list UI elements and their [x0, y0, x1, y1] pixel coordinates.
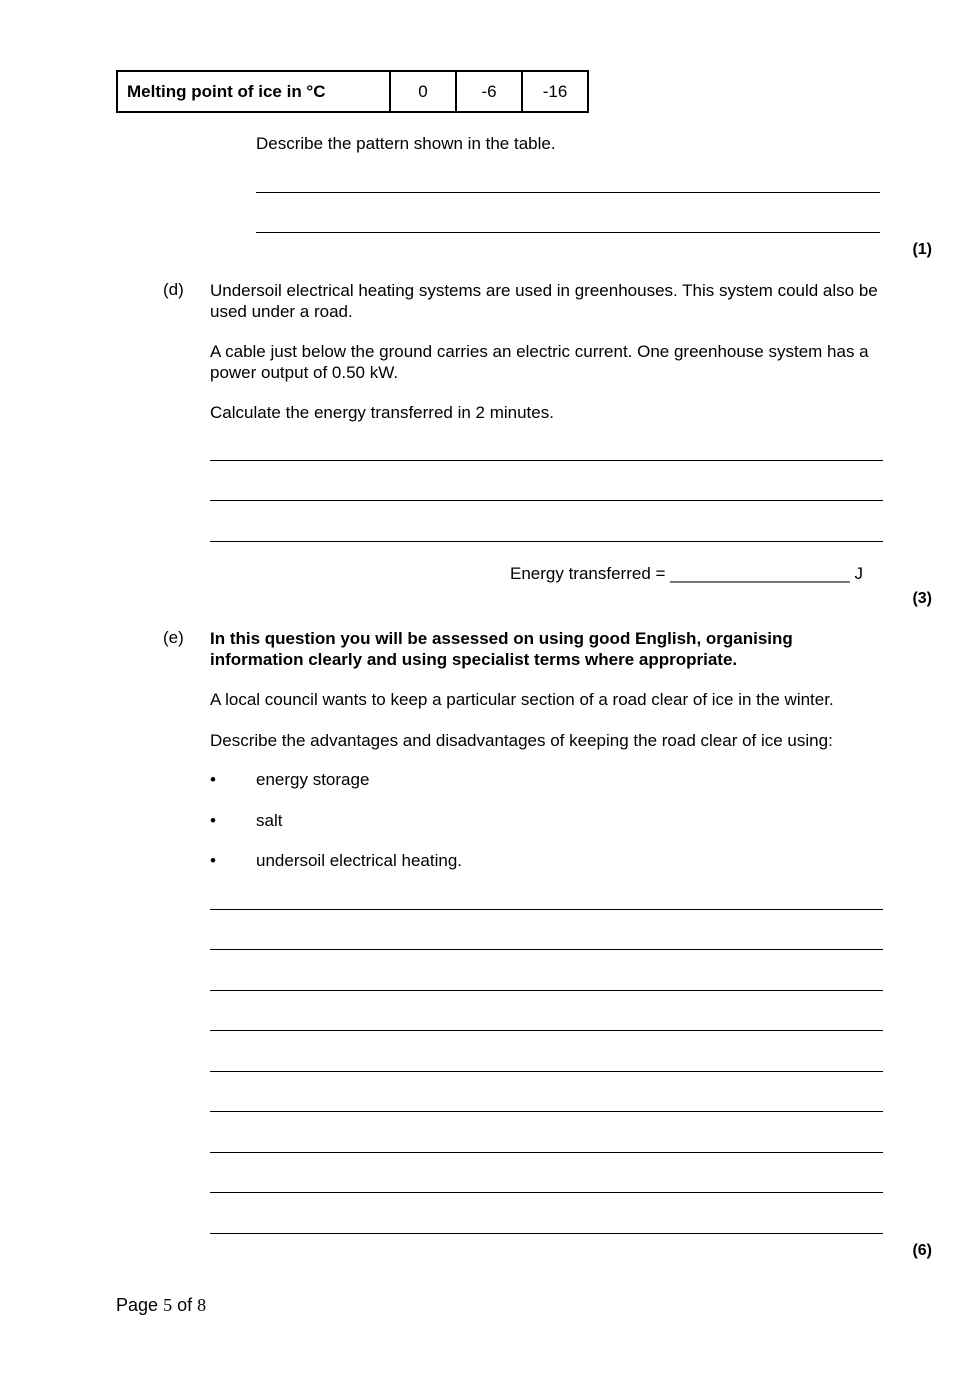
answer-line[interactable]	[210, 500, 883, 501]
footer-page-word: Page	[116, 1295, 159, 1315]
bullet-icon: •	[210, 851, 216, 870]
answer-line[interactable]	[210, 909, 883, 910]
part-d-para-3: Calculate the energy transferred in 2 minutes.	[210, 403, 554, 422]
part-e-instruction: In this question you will be assessed on using good English, organising information clearly and using specialist terms where appropriate.	[210, 629, 793, 669]
bullet-icon: •	[210, 811, 216, 830]
footer-page-number: 5	[163, 1295, 173, 1315]
table-cell: -16	[522, 71, 588, 112]
bullet-item: energy storage	[256, 770, 370, 789]
answer-line[interactable]	[210, 1192, 883, 1193]
page-footer	[116, 1295, 206, 1316]
footer-of-word: of	[177, 1295, 193, 1315]
table-cell: -6	[456, 71, 522, 112]
answer-line[interactable]	[256, 232, 880, 233]
part-d-label: (d)	[163, 280, 184, 299]
part-e-label: (e)	[163, 628, 184, 647]
part-c-marks: (1)	[912, 241, 932, 258]
answer-line[interactable]	[210, 1111, 883, 1112]
bullet-item: undersoil electrical heating.	[256, 851, 463, 870]
bullet-icon: •	[210, 770, 216, 789]
answer-line[interactable]	[210, 460, 883, 461]
answer-line[interactable]	[210, 541, 883, 542]
part-e-para-2: Describe the advantages and disadvantages of keeping the road clear of ice using:	[210, 731, 833, 750]
answer-line[interactable]	[210, 1030, 883, 1031]
part-e-marks: (6)	[912, 1242, 932, 1259]
part-d-para-2: A cable just below the ground carries an electric current. One greenhouse system has a power output of 0.50 kW.	[210, 342, 869, 382]
part-e-para-1: A local council wants to keep a particular section of a road clear of ice in the winter.	[210, 690, 834, 709]
answer-line[interactable]	[210, 1152, 883, 1153]
melting-point-table	[116, 70, 589, 113]
energy-answer-field[interactable]: Energy transferred = ___________________ J	[510, 564, 864, 583]
footer-page-total: 8	[197, 1295, 207, 1315]
table-header-cell: Melting point of ice in °C	[117, 71, 390, 112]
bullet-item: salt	[256, 811, 283, 830]
part-c-prompt: Describe the pattern shown in the table.	[256, 134, 556, 153]
table-cell: 0	[390, 71, 456, 112]
table-row	[117, 71, 588, 112]
part-d-para-1: Undersoil electrical heating systems are used in greenhouses. This system could also be used under a road.	[210, 281, 878, 321]
answer-line[interactable]	[210, 949, 883, 950]
answer-line[interactable]	[210, 1233, 883, 1234]
part-d-marks: (3)	[912, 590, 932, 607]
answer-line[interactable]	[210, 990, 883, 991]
answer-line[interactable]	[256, 192, 880, 193]
answer-line[interactable]	[210, 1071, 883, 1072]
